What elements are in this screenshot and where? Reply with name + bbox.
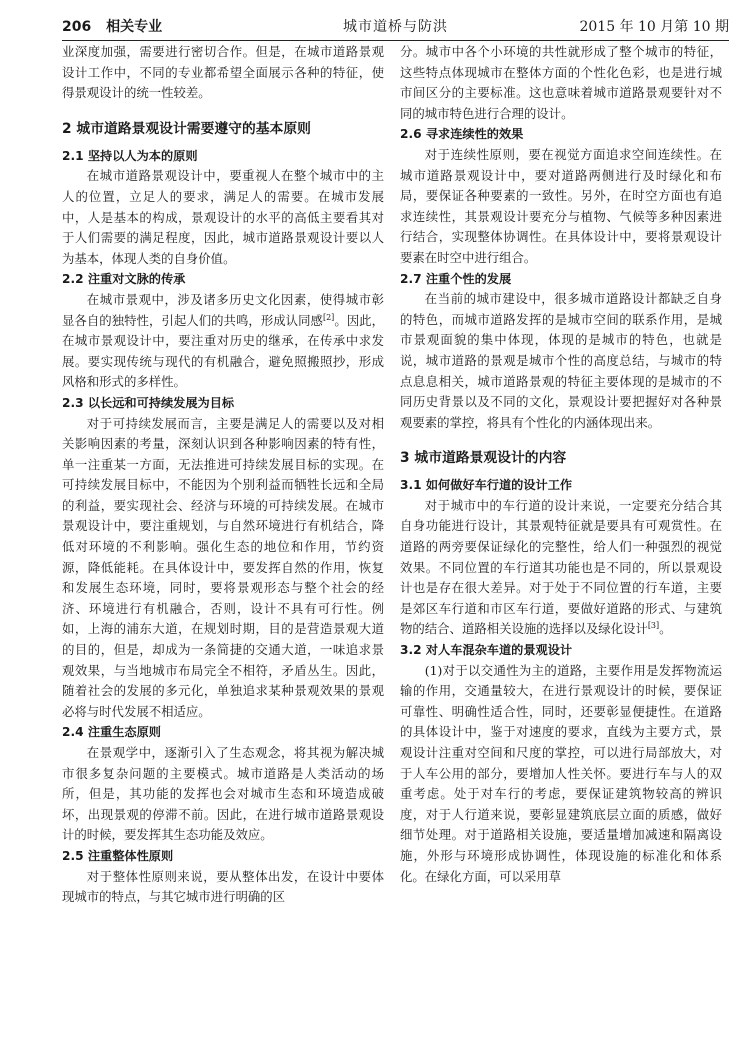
subsection-heading: 2.1 坚持以人为本的原则 xyxy=(62,148,198,163)
subsection-heading: 2.5 注重整体性原则 xyxy=(62,848,174,863)
citation: [3] xyxy=(647,621,660,631)
page-header xyxy=(62,10,729,41)
right-column xyxy=(400,42,722,1041)
journal-title: 城市道桥与防洪 xyxy=(343,19,448,35)
paragraph-text: 对于城市中的车行道的设计来说，一定要充分结合其自身功能进行设计，其景观特征就是要具有可观赏性。在道路的两旁要保证绿化的完整性，给人们一种强烈的视觉效果。不同位置的车行道其功能也是不同的，所以景观设计也是存在很大差异。对于处于不同位置的行车道，主要是郊区车行道和市区车行道，要做好道路的形式、与建筑物的结合、道路相关设施的选择以及绿化设计 xyxy=(400,497,722,637)
issue-info: 2015 年 10 月第 10 期 xyxy=(579,19,729,35)
paragraph: 在当前的城市建设中，很多城市道路设计都缺乏自身的特色，而城市道路发挥的是城市空间的联系作用，是城市景观面貌的集中体现，体现的是城市的特色，也就是说，城市道路的景观是城市个性的高度总结，与城市的特点息息相关，城市道路景观的特征主要体现的是城市的不同历史背景以及不同的文化，景观设计要把握好对各种景观要素的掌控，将具有个性化的内涵体现出来。 xyxy=(400,291,722,430)
subsection-heading: 3.2 对人车混杂车道的景观设计 xyxy=(400,643,573,658)
paragraph: 对于连续性原则，要在视觉方面追求空间连续性。在城市道路景观设计中，要对道路两侧进行及时绿化和布局，要保证各种要素的一致性。另外，在时空方面也有追求连续性，其景观设计要充分与植物、气候等多种因素进行结合，实现整体协调性。在具体设计中，要将景观设计要素在时空中进行组合。 xyxy=(400,146,722,265)
paragraph: 对于可持续发展而言，主要是满足人的需要以及对相关影响因素的考量，深刻认识到各种影响因素的特有性，单一注重某一方面，无法推进可持续发展目标的实现。在可持续发展目标中，不能因为个别利益而牺牲长远和全局的利益，要实现社会、经济与环境的可持续发展。在城市景观设计中，要注重规划，与自然环境进行有机结合，降低对环境的不利影响。强化生态的地位和作用，节约资源，降低能耗。在具体设计中，要发挥自然的作用，恢复和发展生态环境，同时，要将景观形态与整个社会的经济、环境进行有机融合，否则，设计不具有可行性。例如，上海的浦东大道，在规划时期，目的是营造景观大道的目的，但是，却成为一条简捷的交通大道，一味追求景观效果，与当地城市布局完全不相符，矛盾丛生。因此，随着社会的发展的多元化，单独追求某种景观效果的景观必将与时代发展不相适应。 xyxy=(62,415,384,719)
subsection-heading: 2.2 注重对文脉的传承 xyxy=(62,272,186,287)
paragraph: 在景观学中，逐渐引入了生态观念，将其视为解决城市很多复杂问题的主要模式。城市道路是人类活动的场所，但是，其功能的发挥也会对城市生态和环境造成破坏，出现景观的停滞不前。因此，在进行城市道路景观设计的时候，要发挥其生态功能及效应。 xyxy=(62,745,384,843)
subsection-heading: 2.3 以长远和可持续发展为目标 xyxy=(62,395,235,410)
section-heading: 2 城市道路景观设计需要遵守的基本原则 xyxy=(62,120,311,137)
subsection-heading: 2.7 注重个性的发展 xyxy=(400,271,512,286)
paragraph-text: 。因此，在城市景观设计中，要注重对历史的继承，在传承中求发展。要实现传统与现代的有机融合，避免照搬照抄，形成风格和形式的多样性。 xyxy=(62,312,385,390)
page-number: 206 xyxy=(62,19,92,35)
left-column xyxy=(62,42,384,1041)
paragraph: 业深度加强，需要进行密切合作。但是，在城市道路景观设计工作中，不同的专业都希望全面展示各种的特征，使得景观设计的统一性较差。 xyxy=(62,44,384,101)
paragraph-text: 。 xyxy=(659,621,672,637)
paragraph: 在城市道路景观设计中，要重视人在整个城市中的主人的位置，立足人的要求，满足人的需要。在城市发展中，人是基本的构成，景观设计的水平的高低主要看其对于人们需要的满足程度，因此，城市道路景观设计要以人为基本，体现人类的自身价值。 xyxy=(62,168,384,266)
subsection-heading: 2.4 注重生态原则 xyxy=(62,725,161,740)
paragraph xyxy=(62,290,384,393)
subsection-heading: 2.6 寻求连续性的效果 xyxy=(400,127,524,142)
section-heading: 3 城市道路景观设计的内容 xyxy=(400,450,567,467)
subsection-heading: 3.1 如何做好车行道的设计工作 xyxy=(400,478,573,493)
citation: [2] xyxy=(322,312,335,322)
paragraph xyxy=(400,496,722,640)
paragraph-text: 在城市景观中，涉及诸多历史文化因素，使得城市彰显各自的独特性，引起人们的共鸣，形成认同感 xyxy=(62,291,384,328)
paragraph: 对于整体性原则来说，要从整体出发，在设计中要体现城市的特点，与其它城市进行明确的区 xyxy=(62,868,384,905)
paragraph: 分。城市中各个小环境的共性就形成了整个城市的特征，这些特点体现城市在整体方面的个性化色彩，也是进行城市间区分的主要标准。这也意味着城市道路景观要针对不同的城市特色进行合理的设计。 xyxy=(400,44,722,121)
section-name: 相关专业 xyxy=(106,19,163,35)
paragraph: (1)对于以交通性为主的道路，主要作用是发挥物流运输的作用，交通量较大，在进行景观设计的时候，要保证可靠性、明确性适合性，同时，还要彰显便捷性。在道路的具体设计中，鉴于对速度的要求，直线为主要方式，景观设计注重对空间和尺度的掌控，可以进行局部放大，对于人车公用的部分，要增加人性关怀。要进行车与人的双重考虑。处于对车行的考虑，要保证建筑物较高的辨识度，对于人行道来说，要彰显建筑底层立面的质感，做好细节处理。对于道路相关设施，要适量增加减速和隔离设施，外形与环境形成协调性，体现设施的标准化和体系化。在绿化方面，可以采用草 xyxy=(400,662,722,884)
